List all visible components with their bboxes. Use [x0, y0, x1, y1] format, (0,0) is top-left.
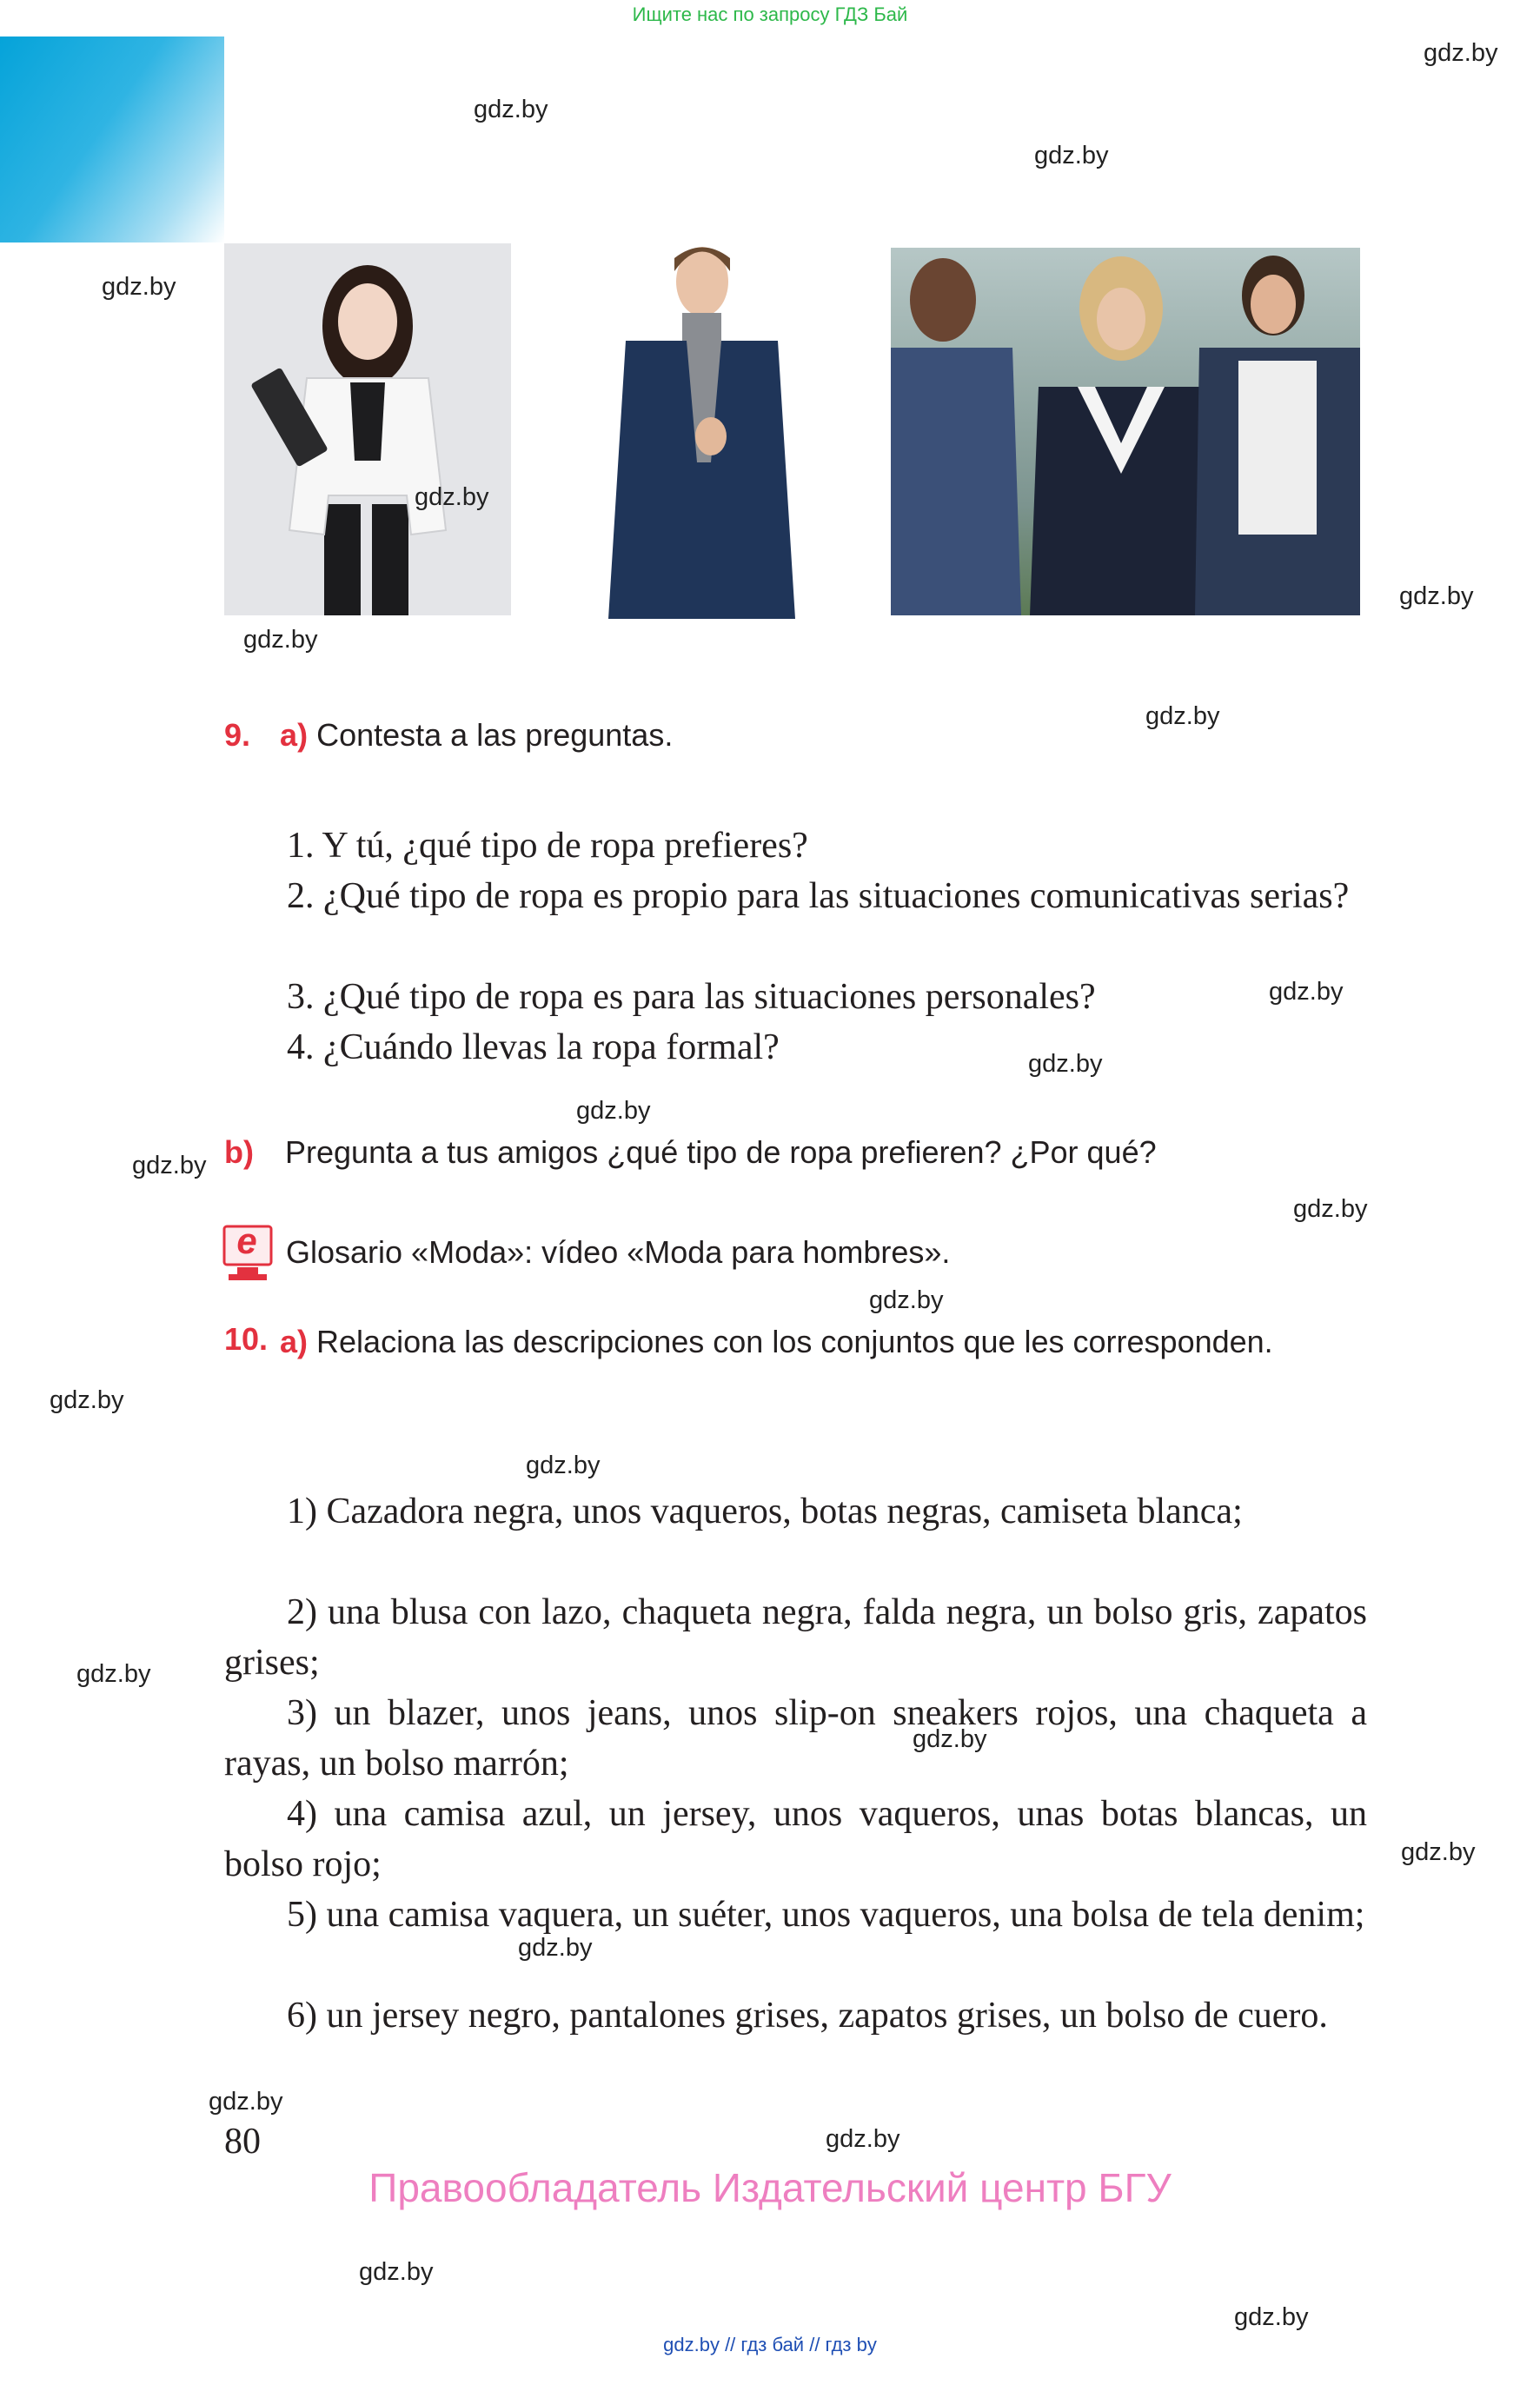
watermark: gdz.by	[1293, 1195, 1368, 1223]
watermark: gdz.by	[209, 2088, 283, 2116]
watermark: gdz.by	[1234, 2303, 1309, 2331]
task-number: 10.	[224, 1321, 269, 1357]
task-instruction: Relaciona las descripciones con los conjuntos que les corresponden.	[316, 1324, 1273, 1359]
question-item: 1. Y tú, ¿qué tipo de ropa prefieres?	[287, 826, 808, 866]
question-item: 2. ¿Qué tipo de ropa es propio para las situaciones comunicativas serias?	[287, 876, 1350, 916]
question-item: 3. ¿Qué tipo de ropa es para las situaciones personales?	[287, 977, 1096, 1017]
subtask-label: a)	[280, 717, 309, 753]
subtask-label: b)	[224, 1134, 254, 1170]
watermark: gdz.by	[576, 1097, 651, 1125]
watermark: gdz.by	[1269, 978, 1344, 1006]
watermark: gdz.by	[1145, 702, 1220, 730]
watermark: gdz.by	[1034, 142, 1109, 169]
watermark: gdz.by	[76, 1660, 151, 1688]
subtask-label: a)	[280, 1324, 309, 1359]
watermark: gdz.by	[526, 1452, 601, 1479]
watermark: gdz.by	[826, 2125, 900, 2153]
watermark: gdz.by	[415, 483, 489, 511]
description-item: 1) Cazadora negra, unos vaqueros, botas negras, camiseta blanca;	[287, 1491, 1243, 1531]
man-navy-blazer-photo	[600, 236, 800, 619]
description-item: 3) un blazer, unos jeans, unos slip-on sneakers rojos, una chaqueta a rayas, un bolso marrón;	[224, 1693, 1367, 1784]
description-item: 4) una camisa azul, un jersey, unos vaqueros, unas botas blancas, un bolso rojo;	[224, 1794, 1367, 1884]
glossary-text: Glosario «Moda»: vídeo «Moda para hombres».	[286, 1234, 951, 1270]
description-item: 5) una camisa vaquera, un suéter, unos vaqueros, una bolsa de tela denim;	[287, 1895, 1365, 1935]
e-resource-icon	[222, 1220, 275, 1285]
top-banner[interactable]: Ищите нас по запросу ГДЗ Бай	[632, 3, 908, 25]
three-friends-casual-photo	[891, 248, 1360, 615]
task-instruction: Contesta a las preguntas.	[316, 717, 674, 753]
footer-links[interactable]: gdz.by // гдз бай // гдз by	[663, 2334, 877, 2355]
question-item: 4. ¿Cuándo llevas la ropa formal?	[287, 1027, 780, 1067]
page-number: 80	[224, 2122, 261, 2162]
watermark: gdz.by	[518, 1934, 593, 1962]
watermark: gdz.by	[132, 1152, 207, 1179]
task-9b	[224, 1134, 1157, 1171]
watermark: gdz.by	[1424, 39, 1498, 67]
watermark: gdz.by	[1401, 1838, 1476, 1866]
watermark: gdz.by	[869, 1286, 944, 1314]
watermark: gdz.by	[1028, 1050, 1103, 1078]
watermark: gdz.by	[243, 626, 318, 654]
watermark: gdz.by	[102, 273, 176, 301]
task-9-heading	[224, 717, 673, 754]
watermark: gdz.by	[1399, 582, 1474, 610]
task-instruction: Pregunta a tus amigos ¿qué tipo de ropa prefieren? ¿Por qué?	[285, 1134, 1157, 1170]
corner-decoration	[0, 37, 224, 242]
description-item: 6) un jersey negro, pantalones grises, zapatos grises, un bolso de cuero.	[287, 1996, 1328, 2036]
description-item: 2) una blusa con lazo, chaqueta negra, falda negra, un bolso gris, zapatos grises;	[224, 1592, 1367, 1683]
watermark: gdz.by	[474, 96, 548, 123]
task-number: 9.	[224, 717, 251, 753]
watermark: gdz.by	[359, 2258, 434, 2286]
watermark: gdz.by	[50, 1386, 124, 1414]
watermark: gdz.by	[913, 1725, 987, 1753]
woman-white-blazer-photo	[224, 243, 511, 615]
copyright-notice: Правообладатель Издательский центр БГУ	[368, 2165, 1172, 2210]
icon-letter: e	[236, 1220, 257, 1261]
